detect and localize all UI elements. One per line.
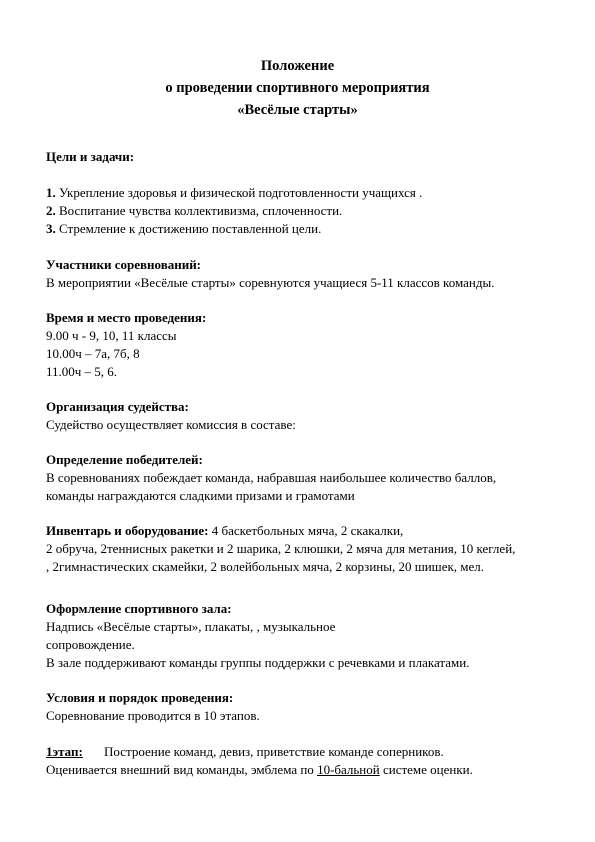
goal-num: 3. [46, 221, 56, 236]
decoration-line-1: Надпись «Весёлые старты», плакаты, , музыкальное [46, 619, 336, 634]
doc-title-line-1: Положение [260, 58, 335, 74]
equipment-line-2: 2 обруча, 2теннисных ракетки и 2 шарика, 2 клюшки, 2 мяча для метания, 10 кеглей, [46, 541, 516, 556]
participants-heading: Участники соревнований: [46, 257, 202, 272]
goal-text: Воспитание чувства коллективизма, сплоченности. [55, 203, 343, 218]
judging-heading: Организация судейства: [46, 399, 189, 414]
decoration-heading: Оформление спортивного зала: [46, 601, 232, 616]
decoration-line-2: сопровождение. [46, 637, 135, 652]
doc-title-line-3: «Весёлые старты» [237, 102, 358, 118]
stage1-line2-post: системе оценки. [379, 762, 473, 777]
schedule-line-1: 9.00 ч - 9, 10, 11 классы [46, 328, 177, 343]
goal-text: Укрепление здоровья и физической подготовленности учащихся . [55, 185, 423, 200]
decoration-line-3: В зале поддерживают команды группы поддержки с речевками и плакатами. [46, 655, 470, 670]
goal-item-1 [46, 184, 422, 202]
schedule-heading: Время и место проведения: [46, 310, 207, 325]
goal-item-3 [46, 220, 321, 238]
equipment-heading: Инвентарь и оборудование: [46, 523, 209, 538]
schedule-line-3: 11.00ч – 5, 6. [46, 364, 118, 379]
winners-line-2: команды награждаются сладкими призами и грамотами [46, 488, 355, 503]
stage1-text: Построение команд, девиз, приветствие команде соперников. [104, 744, 444, 759]
conditions-text: Соревнование проводится в 10 этапов. [46, 708, 260, 723]
equipment-first: 4 баскетбольных мяча, 2 скакалки, [208, 523, 404, 538]
stage1-line2-pre: Оценивается внешний вид команды, эмблема по [46, 762, 318, 777]
winners-heading: Определение победителей: [46, 452, 203, 467]
doc-title-line-2: о проведении спортивного мероприятия [165, 80, 430, 96]
stage1-line2-underlined: 10-бальной [317, 762, 380, 777]
equipment-line-1 [46, 522, 403, 540]
equipment-line-3: , 2гимнастических скамейки, 2 волейбольных мяча, 2 корзины, 20 шишек, мел. [46, 559, 485, 574]
schedule-line-2: 10.00ч – 7а, 7б, 8 [46, 346, 140, 361]
judging-text: Судейство осуществляет комиссия в составе: [46, 417, 296, 432]
goals-heading: Цели и задачи: [46, 149, 135, 164]
stage1-line-2 [46, 761, 473, 779]
stage1-label: 1этап: [46, 744, 83, 759]
goal-item-2 [46, 202, 342, 220]
participants-text: В мероприятии «Весёлые старты» соревнуются учащиеся 5-11 классов команды. [46, 275, 495, 290]
winners-line-1: В соревнованиях побеждает команда, набравшая наибольшее количество баллов, [46, 470, 497, 485]
goal-num: 2. [46, 203, 56, 218]
conditions-heading: Условия и порядок проведения: [46, 690, 234, 705]
goal-text: Стремление к достижению поставленной цели. [55, 221, 322, 236]
goal-num: 1. [46, 185, 56, 200]
